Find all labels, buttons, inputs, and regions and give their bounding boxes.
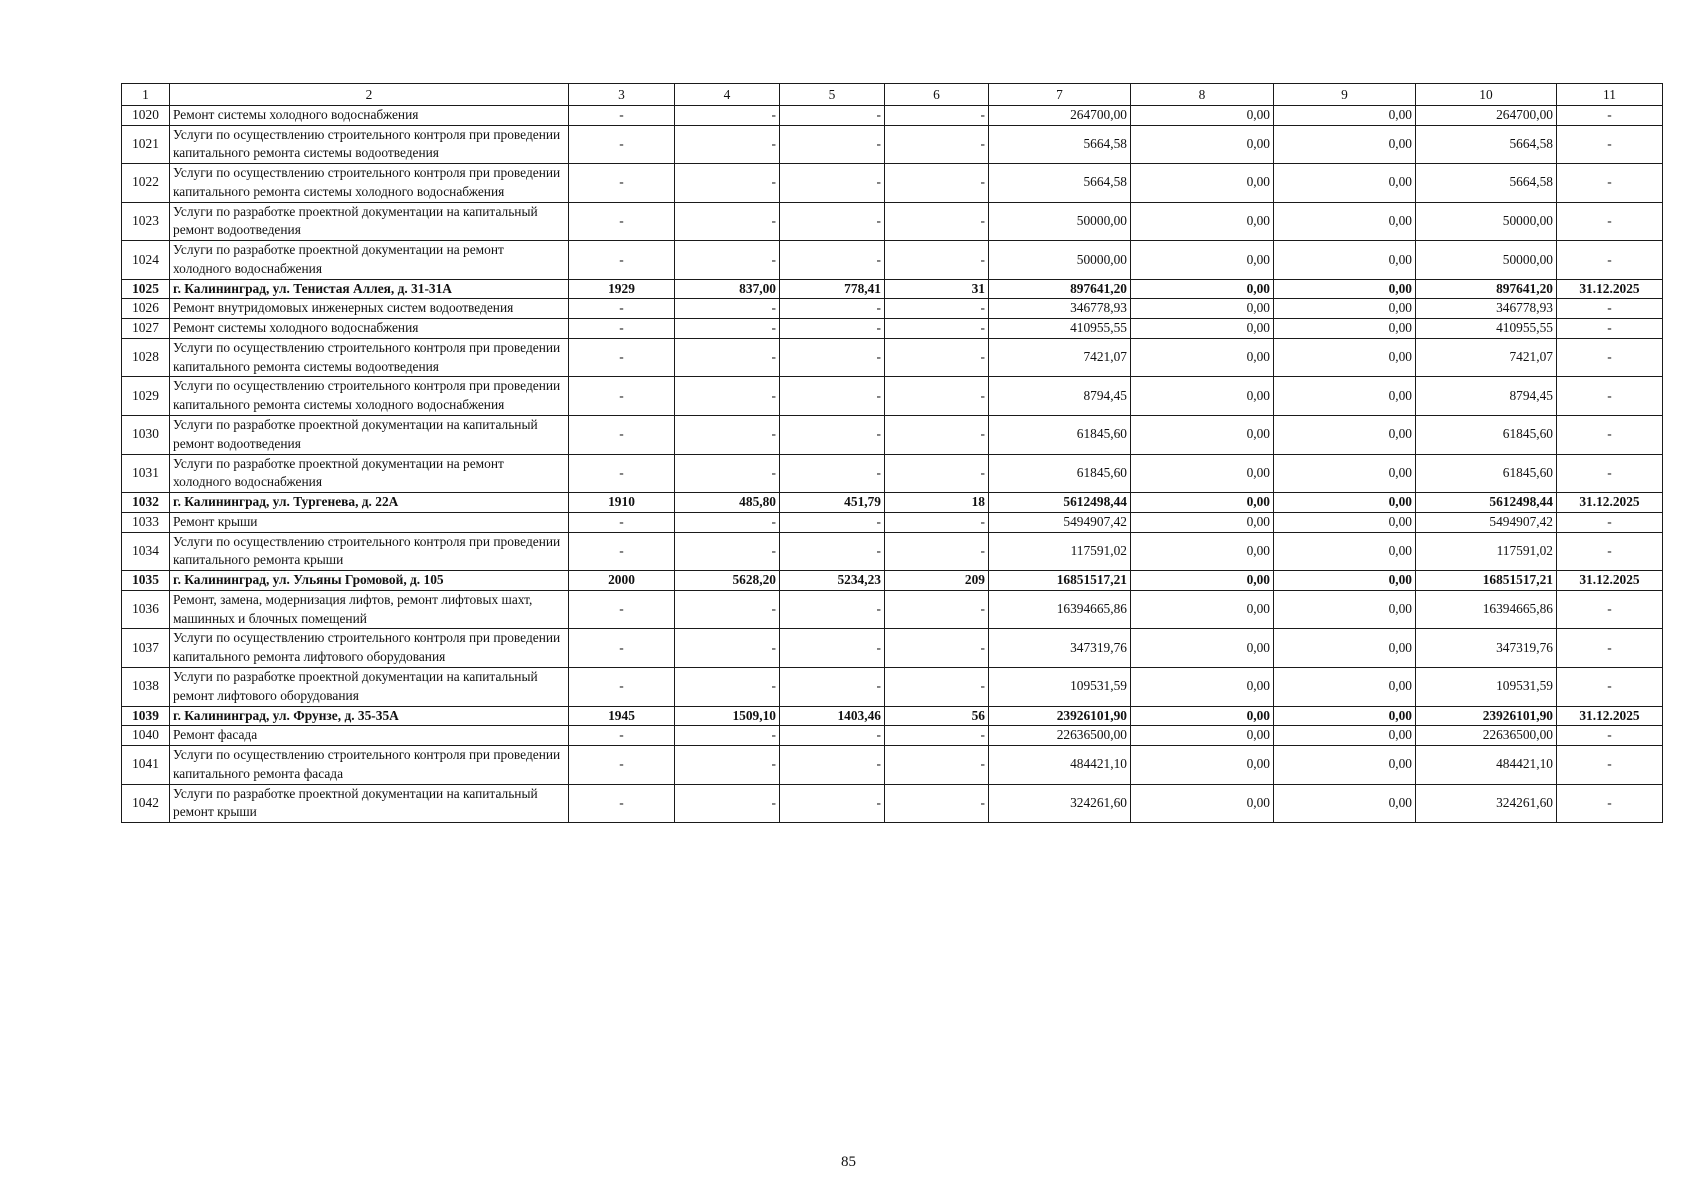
col8-cell: 0,00 bbox=[1131, 590, 1274, 629]
table-row bbox=[122, 299, 1663, 319]
total-cost-cell: 16394665,86 bbox=[989, 590, 1131, 629]
area-total-cell: - bbox=[675, 377, 780, 416]
address-row bbox=[122, 279, 1663, 299]
area-living-cell: - bbox=[780, 105, 885, 125]
row-description: Ремонт, замена, модернизация лифтов, ремонт лифтовых шахт, машинных и блочных помещений bbox=[170, 590, 569, 629]
row-number: 1028 bbox=[122, 338, 170, 377]
table-header bbox=[122, 84, 1663, 106]
column-header-4: 4 bbox=[675, 84, 780, 106]
residents-cell: - bbox=[885, 125, 989, 164]
area-total-cell: - bbox=[675, 590, 780, 629]
col9-cell: 0,00 bbox=[1274, 338, 1416, 377]
area-total-cell: - bbox=[675, 202, 780, 241]
fund-cost-cell: 16851517,21 bbox=[1416, 571, 1557, 591]
area-living-cell: 778,41 bbox=[780, 279, 885, 299]
row-description: Услуги по разработке проектной документации на капитальный ремонт водоотведения bbox=[170, 416, 569, 455]
area-total-cell: - bbox=[675, 532, 780, 571]
row-number: 1032 bbox=[122, 493, 170, 513]
fund-cost-cell: 264700,00 bbox=[1416, 105, 1557, 125]
column-header-8: 8 bbox=[1131, 84, 1274, 106]
col8-cell: 0,00 bbox=[1131, 454, 1274, 493]
table-row bbox=[122, 416, 1663, 455]
deadline-cell: 31.12.2025 bbox=[1557, 493, 1663, 513]
total-cost-cell: 264700,00 bbox=[989, 105, 1131, 125]
area-living-cell: - bbox=[780, 726, 885, 746]
area-total-cell: - bbox=[675, 241, 780, 280]
total-cost-cell: 484421,10 bbox=[989, 746, 1131, 785]
area-living-cell: - bbox=[780, 377, 885, 416]
table-row bbox=[122, 164, 1663, 203]
residents-cell: - bbox=[885, 726, 989, 746]
row-number: 1036 bbox=[122, 590, 170, 629]
deadline-cell: - bbox=[1557, 202, 1663, 241]
area-total-cell: 1509,10 bbox=[675, 706, 780, 726]
row-description: г. Калининград, ул. Ульяны Громовой, д. 105 bbox=[170, 571, 569, 591]
area-living-cell: - bbox=[780, 125, 885, 164]
fund-cost-cell: 23926101,90 bbox=[1416, 706, 1557, 726]
fund-cost-cell: 117591,02 bbox=[1416, 532, 1557, 571]
residents-cell: 31 bbox=[885, 279, 989, 299]
row-number: 1025 bbox=[122, 279, 170, 299]
fund-cost-cell: 109531,59 bbox=[1416, 667, 1557, 706]
col8-cell: 0,00 bbox=[1131, 706, 1274, 726]
fund-cost-cell: 61845,60 bbox=[1416, 454, 1557, 493]
residents-cell: 18 bbox=[885, 493, 989, 513]
column-header-6: 6 bbox=[885, 84, 989, 106]
year-cell: - bbox=[569, 299, 675, 319]
residents-cell: - bbox=[885, 319, 989, 339]
year-cell: - bbox=[569, 512, 675, 532]
table-row bbox=[122, 532, 1663, 571]
area-living-cell: 1403,46 bbox=[780, 706, 885, 726]
row-number: 1021 bbox=[122, 125, 170, 164]
deadline-cell: 31.12.2025 bbox=[1557, 279, 1663, 299]
col8-cell: 0,00 bbox=[1131, 105, 1274, 125]
fund-cost-cell: 5612498,44 bbox=[1416, 493, 1557, 513]
col9-cell: 0,00 bbox=[1274, 746, 1416, 785]
table-row bbox=[122, 590, 1663, 629]
deadline-cell: - bbox=[1557, 105, 1663, 125]
row-number: 1024 bbox=[122, 241, 170, 280]
year-cell: - bbox=[569, 590, 675, 629]
year-cell: - bbox=[569, 202, 675, 241]
row-number: 1038 bbox=[122, 667, 170, 706]
deadline-cell: - bbox=[1557, 629, 1663, 668]
col9-cell: 0,00 bbox=[1274, 667, 1416, 706]
residents-cell: - bbox=[885, 784, 989, 823]
residents-cell: 209 bbox=[885, 571, 989, 591]
area-living-cell: - bbox=[780, 532, 885, 571]
fund-cost-cell: 7421,07 bbox=[1416, 338, 1557, 377]
row-number: 1020 bbox=[122, 105, 170, 125]
area-living-cell: 451,79 bbox=[780, 493, 885, 513]
row-description: Ремонт системы холодного водоснабжения bbox=[170, 319, 569, 339]
total-cost-cell: 347319,76 bbox=[989, 629, 1131, 668]
total-cost-cell: 346778,93 bbox=[989, 299, 1131, 319]
row-number: 1033 bbox=[122, 512, 170, 532]
area-total-cell: - bbox=[675, 629, 780, 668]
col9-cell: 0,00 bbox=[1274, 164, 1416, 203]
year-cell: - bbox=[569, 629, 675, 668]
col9-cell: 0,00 bbox=[1274, 454, 1416, 493]
year-cell: - bbox=[569, 164, 675, 203]
year-cell: - bbox=[569, 338, 675, 377]
deadline-cell: - bbox=[1557, 784, 1663, 823]
row-description: Услуги по осуществлению строительного контроля при проведении капитального ремонта системы водоотведения bbox=[170, 125, 569, 164]
deadline-cell: - bbox=[1557, 164, 1663, 203]
year-cell: 1910 bbox=[569, 493, 675, 513]
row-description: Услуги по разработке проектной документации на капитальный ремонт лифтового оборудования bbox=[170, 667, 569, 706]
col8-cell: 0,00 bbox=[1131, 726, 1274, 746]
area-total-cell: - bbox=[675, 512, 780, 532]
fund-cost-cell: 5664,58 bbox=[1416, 125, 1557, 164]
residents-cell: - bbox=[885, 377, 989, 416]
row-description: Услуги по разработке проектной документации на ремонт холодного водоснабжения bbox=[170, 241, 569, 280]
fund-cost-cell: 324261,60 bbox=[1416, 784, 1557, 823]
total-cost-cell: 8794,45 bbox=[989, 377, 1131, 416]
fund-cost-cell: 8794,45 bbox=[1416, 377, 1557, 416]
total-cost-cell: 897641,20 bbox=[989, 279, 1131, 299]
deadline-cell: 31.12.2025 bbox=[1557, 571, 1663, 591]
total-cost-cell: 50000,00 bbox=[989, 241, 1131, 280]
address-row bbox=[122, 706, 1663, 726]
fund-cost-cell: 897641,20 bbox=[1416, 279, 1557, 299]
col8-cell: 0,00 bbox=[1131, 746, 1274, 785]
table-row bbox=[122, 746, 1663, 785]
address-row bbox=[122, 493, 1663, 513]
col8-cell: 0,00 bbox=[1131, 416, 1274, 455]
row-number: 1030 bbox=[122, 416, 170, 455]
deadline-cell: - bbox=[1557, 377, 1663, 416]
area-total-cell: 485,80 bbox=[675, 493, 780, 513]
deadline-cell: - bbox=[1557, 299, 1663, 319]
row-number: 1029 bbox=[122, 377, 170, 416]
col9-cell: 0,00 bbox=[1274, 279, 1416, 299]
deadline-cell: - bbox=[1557, 338, 1663, 377]
column-header-3: 3 bbox=[569, 84, 675, 106]
area-total-cell: - bbox=[675, 164, 780, 203]
row-number: 1042 bbox=[122, 784, 170, 823]
area-total-cell: - bbox=[675, 667, 780, 706]
area-total-cell: - bbox=[675, 338, 780, 377]
total-cost-cell: 117591,02 bbox=[989, 532, 1131, 571]
area-total-cell: - bbox=[675, 454, 780, 493]
year-cell: - bbox=[569, 667, 675, 706]
area-living-cell: - bbox=[780, 746, 885, 785]
row-description: Услуги по разработке проектной документации на капитальный ремонт водоотведения bbox=[170, 202, 569, 241]
row-number: 1040 bbox=[122, 726, 170, 746]
year-cell: - bbox=[569, 105, 675, 125]
data-table bbox=[121, 83, 1663, 823]
col9-cell: 0,00 bbox=[1274, 629, 1416, 668]
area-living-cell: 5234,23 bbox=[780, 571, 885, 591]
fund-cost-cell: 50000,00 bbox=[1416, 202, 1557, 241]
area-total-cell: - bbox=[675, 726, 780, 746]
fund-cost-cell: 22636500,00 bbox=[1416, 726, 1557, 746]
year-cell: - bbox=[569, 377, 675, 416]
col8-cell: 0,00 bbox=[1131, 202, 1274, 241]
column-header-2: 2 bbox=[170, 84, 569, 106]
table-row bbox=[122, 667, 1663, 706]
total-cost-cell: 22636500,00 bbox=[989, 726, 1131, 746]
row-description: Услуги по разработке проектной документации на капитальный ремонт крыши bbox=[170, 784, 569, 823]
area-total-cell: - bbox=[675, 125, 780, 164]
col8-cell: 0,00 bbox=[1131, 532, 1274, 571]
residents-cell: - bbox=[885, 241, 989, 280]
col9-cell: 0,00 bbox=[1274, 706, 1416, 726]
table-row bbox=[122, 454, 1663, 493]
year-cell: - bbox=[569, 319, 675, 339]
table-row bbox=[122, 377, 1663, 416]
col9-cell: 0,00 bbox=[1274, 512, 1416, 532]
row-number: 1034 bbox=[122, 532, 170, 571]
deadline-cell: - bbox=[1557, 454, 1663, 493]
residents-cell: - bbox=[885, 746, 989, 785]
total-cost-cell: 109531,59 bbox=[989, 667, 1131, 706]
year-cell: 1945 bbox=[569, 706, 675, 726]
table-row bbox=[122, 726, 1663, 746]
deadline-cell: - bbox=[1557, 241, 1663, 280]
col9-cell: 0,00 bbox=[1274, 493, 1416, 513]
table-row bbox=[122, 338, 1663, 377]
area-living-cell: - bbox=[780, 416, 885, 455]
total-cost-cell: 61845,60 bbox=[989, 454, 1131, 493]
col8-cell: 0,00 bbox=[1131, 338, 1274, 377]
table-body bbox=[122, 105, 1663, 822]
total-cost-cell: 50000,00 bbox=[989, 202, 1131, 241]
page-number: 85 bbox=[841, 1154, 856, 1170]
area-living-cell: - bbox=[780, 299, 885, 319]
deadline-cell: - bbox=[1557, 532, 1663, 571]
header-row bbox=[122, 84, 1663, 106]
area-total-cell: - bbox=[675, 105, 780, 125]
table-row bbox=[122, 202, 1663, 241]
fund-cost-cell: 484421,10 bbox=[1416, 746, 1557, 785]
residents-cell: - bbox=[885, 667, 989, 706]
row-number: 1022 bbox=[122, 164, 170, 203]
col8-cell: 0,00 bbox=[1131, 784, 1274, 823]
row-number: 1037 bbox=[122, 629, 170, 668]
column-header-1: 1 bbox=[122, 84, 170, 106]
column-header-11: 11 bbox=[1557, 84, 1663, 106]
row-number: 1031 bbox=[122, 454, 170, 493]
col8-cell: 0,00 bbox=[1131, 319, 1274, 339]
area-total-cell: - bbox=[675, 319, 780, 339]
column-header-7: 7 bbox=[989, 84, 1131, 106]
col8-cell: 0,00 bbox=[1131, 667, 1274, 706]
col8-cell: 0,00 bbox=[1131, 512, 1274, 532]
residents-cell: - bbox=[885, 299, 989, 319]
row-description: Услуги по осуществлению строительного контроля при проведении капитального ремонта крыши bbox=[170, 532, 569, 571]
row-description: Ремонт крыши bbox=[170, 512, 569, 532]
residents-cell: - bbox=[885, 416, 989, 455]
fund-cost-cell: 5664,58 bbox=[1416, 164, 1557, 203]
area-living-cell: - bbox=[780, 164, 885, 203]
area-total-cell: - bbox=[675, 299, 780, 319]
deadline-cell: - bbox=[1557, 746, 1663, 785]
fund-cost-cell: 346778,93 bbox=[1416, 299, 1557, 319]
fund-cost-cell: 410955,55 bbox=[1416, 319, 1557, 339]
fund-cost-cell: 347319,76 bbox=[1416, 629, 1557, 668]
column-header-5: 5 bbox=[780, 84, 885, 106]
row-number: 1039 bbox=[122, 706, 170, 726]
col9-cell: 0,00 bbox=[1274, 202, 1416, 241]
deadline-cell: 31.12.2025 bbox=[1557, 706, 1663, 726]
row-description: Услуги по осуществлению строительного контроля при проведении капитального ремонта лифтового оборудования bbox=[170, 629, 569, 668]
area-living-cell: - bbox=[780, 629, 885, 668]
deadline-cell: - bbox=[1557, 667, 1663, 706]
col9-cell: 0,00 bbox=[1274, 590, 1416, 629]
col8-cell: 0,00 bbox=[1131, 241, 1274, 280]
residents-cell: - bbox=[885, 202, 989, 241]
year-cell: 2000 bbox=[569, 571, 675, 591]
col8-cell: 0,00 bbox=[1131, 279, 1274, 299]
total-cost-cell: 61845,60 bbox=[989, 416, 1131, 455]
row-description: г. Калининград, ул. Фрунзе, д. 35-35А bbox=[170, 706, 569, 726]
deadline-cell: - bbox=[1557, 590, 1663, 629]
col9-cell: 0,00 bbox=[1274, 319, 1416, 339]
row-description: Услуги по осуществлению строительного контроля при проведении капитального ремонта системы холодного водоснабжения bbox=[170, 377, 569, 416]
col8-cell: 0,00 bbox=[1131, 125, 1274, 164]
area-living-cell: - bbox=[780, 338, 885, 377]
year-cell: - bbox=[569, 784, 675, 823]
total-cost-cell: 410955,55 bbox=[989, 319, 1131, 339]
row-number: 1026 bbox=[122, 299, 170, 319]
column-header-9: 9 bbox=[1274, 84, 1416, 106]
area-living-cell: - bbox=[780, 202, 885, 241]
residents-cell: - bbox=[885, 629, 989, 668]
row-description: Услуги по осуществлению строительного контроля при проведении капитального ремонта системы водоотведения bbox=[170, 338, 569, 377]
area-living-cell: - bbox=[780, 667, 885, 706]
residents-cell: - bbox=[885, 338, 989, 377]
col8-cell: 0,00 bbox=[1131, 164, 1274, 203]
row-description: Ремонт системы холодного водоснабжения bbox=[170, 105, 569, 125]
year-cell: - bbox=[569, 746, 675, 785]
row-number: 1041 bbox=[122, 746, 170, 785]
residents-cell: - bbox=[885, 590, 989, 629]
table-row bbox=[122, 784, 1663, 823]
row-description: Услуги по разработке проектной документации на ремонт холодного водоснабжения bbox=[170, 454, 569, 493]
col8-cell: 0,00 bbox=[1131, 629, 1274, 668]
row-description: Ремонт внутридомовых инженерных систем водоотведения bbox=[170, 299, 569, 319]
area-total-cell: - bbox=[675, 416, 780, 455]
row-number: 1027 bbox=[122, 319, 170, 339]
residents-cell: - bbox=[885, 454, 989, 493]
total-cost-cell: 5494907,42 bbox=[989, 512, 1131, 532]
year-cell: - bbox=[569, 454, 675, 493]
col9-cell: 0,00 bbox=[1274, 377, 1416, 416]
total-cost-cell: 23926101,90 bbox=[989, 706, 1131, 726]
col8-cell: 0,00 bbox=[1131, 299, 1274, 319]
table-row bbox=[122, 512, 1663, 532]
col9-cell: 0,00 bbox=[1274, 726, 1416, 746]
deadline-cell: - bbox=[1557, 512, 1663, 532]
column-header-10: 10 bbox=[1416, 84, 1557, 106]
area-total-cell: 837,00 bbox=[675, 279, 780, 299]
row-description: г. Калининград, ул. Тургенева, д. 22А bbox=[170, 493, 569, 513]
residents-cell: - bbox=[885, 105, 989, 125]
col8-cell: 0,00 bbox=[1131, 571, 1274, 591]
area-total-cell: 5628,20 bbox=[675, 571, 780, 591]
table-row bbox=[122, 125, 1663, 164]
row-number: 1035 bbox=[122, 571, 170, 591]
fund-cost-cell: 61845,60 bbox=[1416, 416, 1557, 455]
total-cost-cell: 324261,60 bbox=[989, 784, 1131, 823]
col9-cell: 0,00 bbox=[1274, 125, 1416, 164]
col9-cell: 0,00 bbox=[1274, 784, 1416, 823]
deadline-cell: - bbox=[1557, 125, 1663, 164]
row-description: Услуги по осуществлению строительного контроля при проведении капитального ремонта системы холодного водоснабжения bbox=[170, 164, 569, 203]
table-row bbox=[122, 319, 1663, 339]
area-total-cell: - bbox=[675, 746, 780, 785]
total-cost-cell: 7421,07 bbox=[989, 338, 1131, 377]
total-cost-cell: 5612498,44 bbox=[989, 493, 1131, 513]
col8-cell: 0,00 bbox=[1131, 377, 1274, 416]
col9-cell: 0,00 bbox=[1274, 571, 1416, 591]
area-living-cell: - bbox=[780, 454, 885, 493]
area-living-cell: - bbox=[780, 319, 885, 339]
col9-cell: 0,00 bbox=[1274, 241, 1416, 280]
year-cell: 1929 bbox=[569, 279, 675, 299]
col9-cell: 0,00 bbox=[1274, 299, 1416, 319]
fund-cost-cell: 50000,00 bbox=[1416, 241, 1557, 280]
deadline-cell: - bbox=[1557, 319, 1663, 339]
total-cost-cell: 5664,58 bbox=[989, 125, 1131, 164]
table-row bbox=[122, 241, 1663, 280]
year-cell: - bbox=[569, 241, 675, 280]
year-cell: - bbox=[569, 532, 675, 571]
total-cost-cell: 5664,58 bbox=[989, 164, 1131, 203]
col9-cell: 0,00 bbox=[1274, 105, 1416, 125]
year-cell: - bbox=[569, 416, 675, 455]
row-number: 1023 bbox=[122, 202, 170, 241]
area-total-cell: - bbox=[675, 784, 780, 823]
area-living-cell: - bbox=[780, 784, 885, 823]
table-row bbox=[122, 629, 1663, 668]
year-cell: - bbox=[569, 726, 675, 746]
area-living-cell: - bbox=[780, 590, 885, 629]
year-cell: - bbox=[569, 125, 675, 164]
fund-cost-cell: 5494907,42 bbox=[1416, 512, 1557, 532]
residents-cell: - bbox=[885, 164, 989, 203]
residents-cell: - bbox=[885, 532, 989, 571]
residents-cell: 56 bbox=[885, 706, 989, 726]
fund-cost-cell: 16394665,86 bbox=[1416, 590, 1557, 629]
residents-cell: - bbox=[885, 512, 989, 532]
deadline-cell: - bbox=[1557, 726, 1663, 746]
area-living-cell: - bbox=[780, 512, 885, 532]
col9-cell: 0,00 bbox=[1274, 532, 1416, 571]
row-description: Услуги по осуществлению строительного контроля при проведении капитального ремонта фасада bbox=[170, 746, 569, 785]
row-description: Ремонт фасада bbox=[170, 726, 569, 746]
deadline-cell: - bbox=[1557, 416, 1663, 455]
col8-cell: 0,00 bbox=[1131, 493, 1274, 513]
col9-cell: 0,00 bbox=[1274, 416, 1416, 455]
table-row bbox=[122, 105, 1663, 125]
row-description: г. Калининград, ул. Тенистая Аллея, д. 31-31А bbox=[170, 279, 569, 299]
total-cost-cell: 16851517,21 bbox=[989, 571, 1131, 591]
area-living-cell: - bbox=[780, 241, 885, 280]
address-row bbox=[122, 571, 1663, 591]
